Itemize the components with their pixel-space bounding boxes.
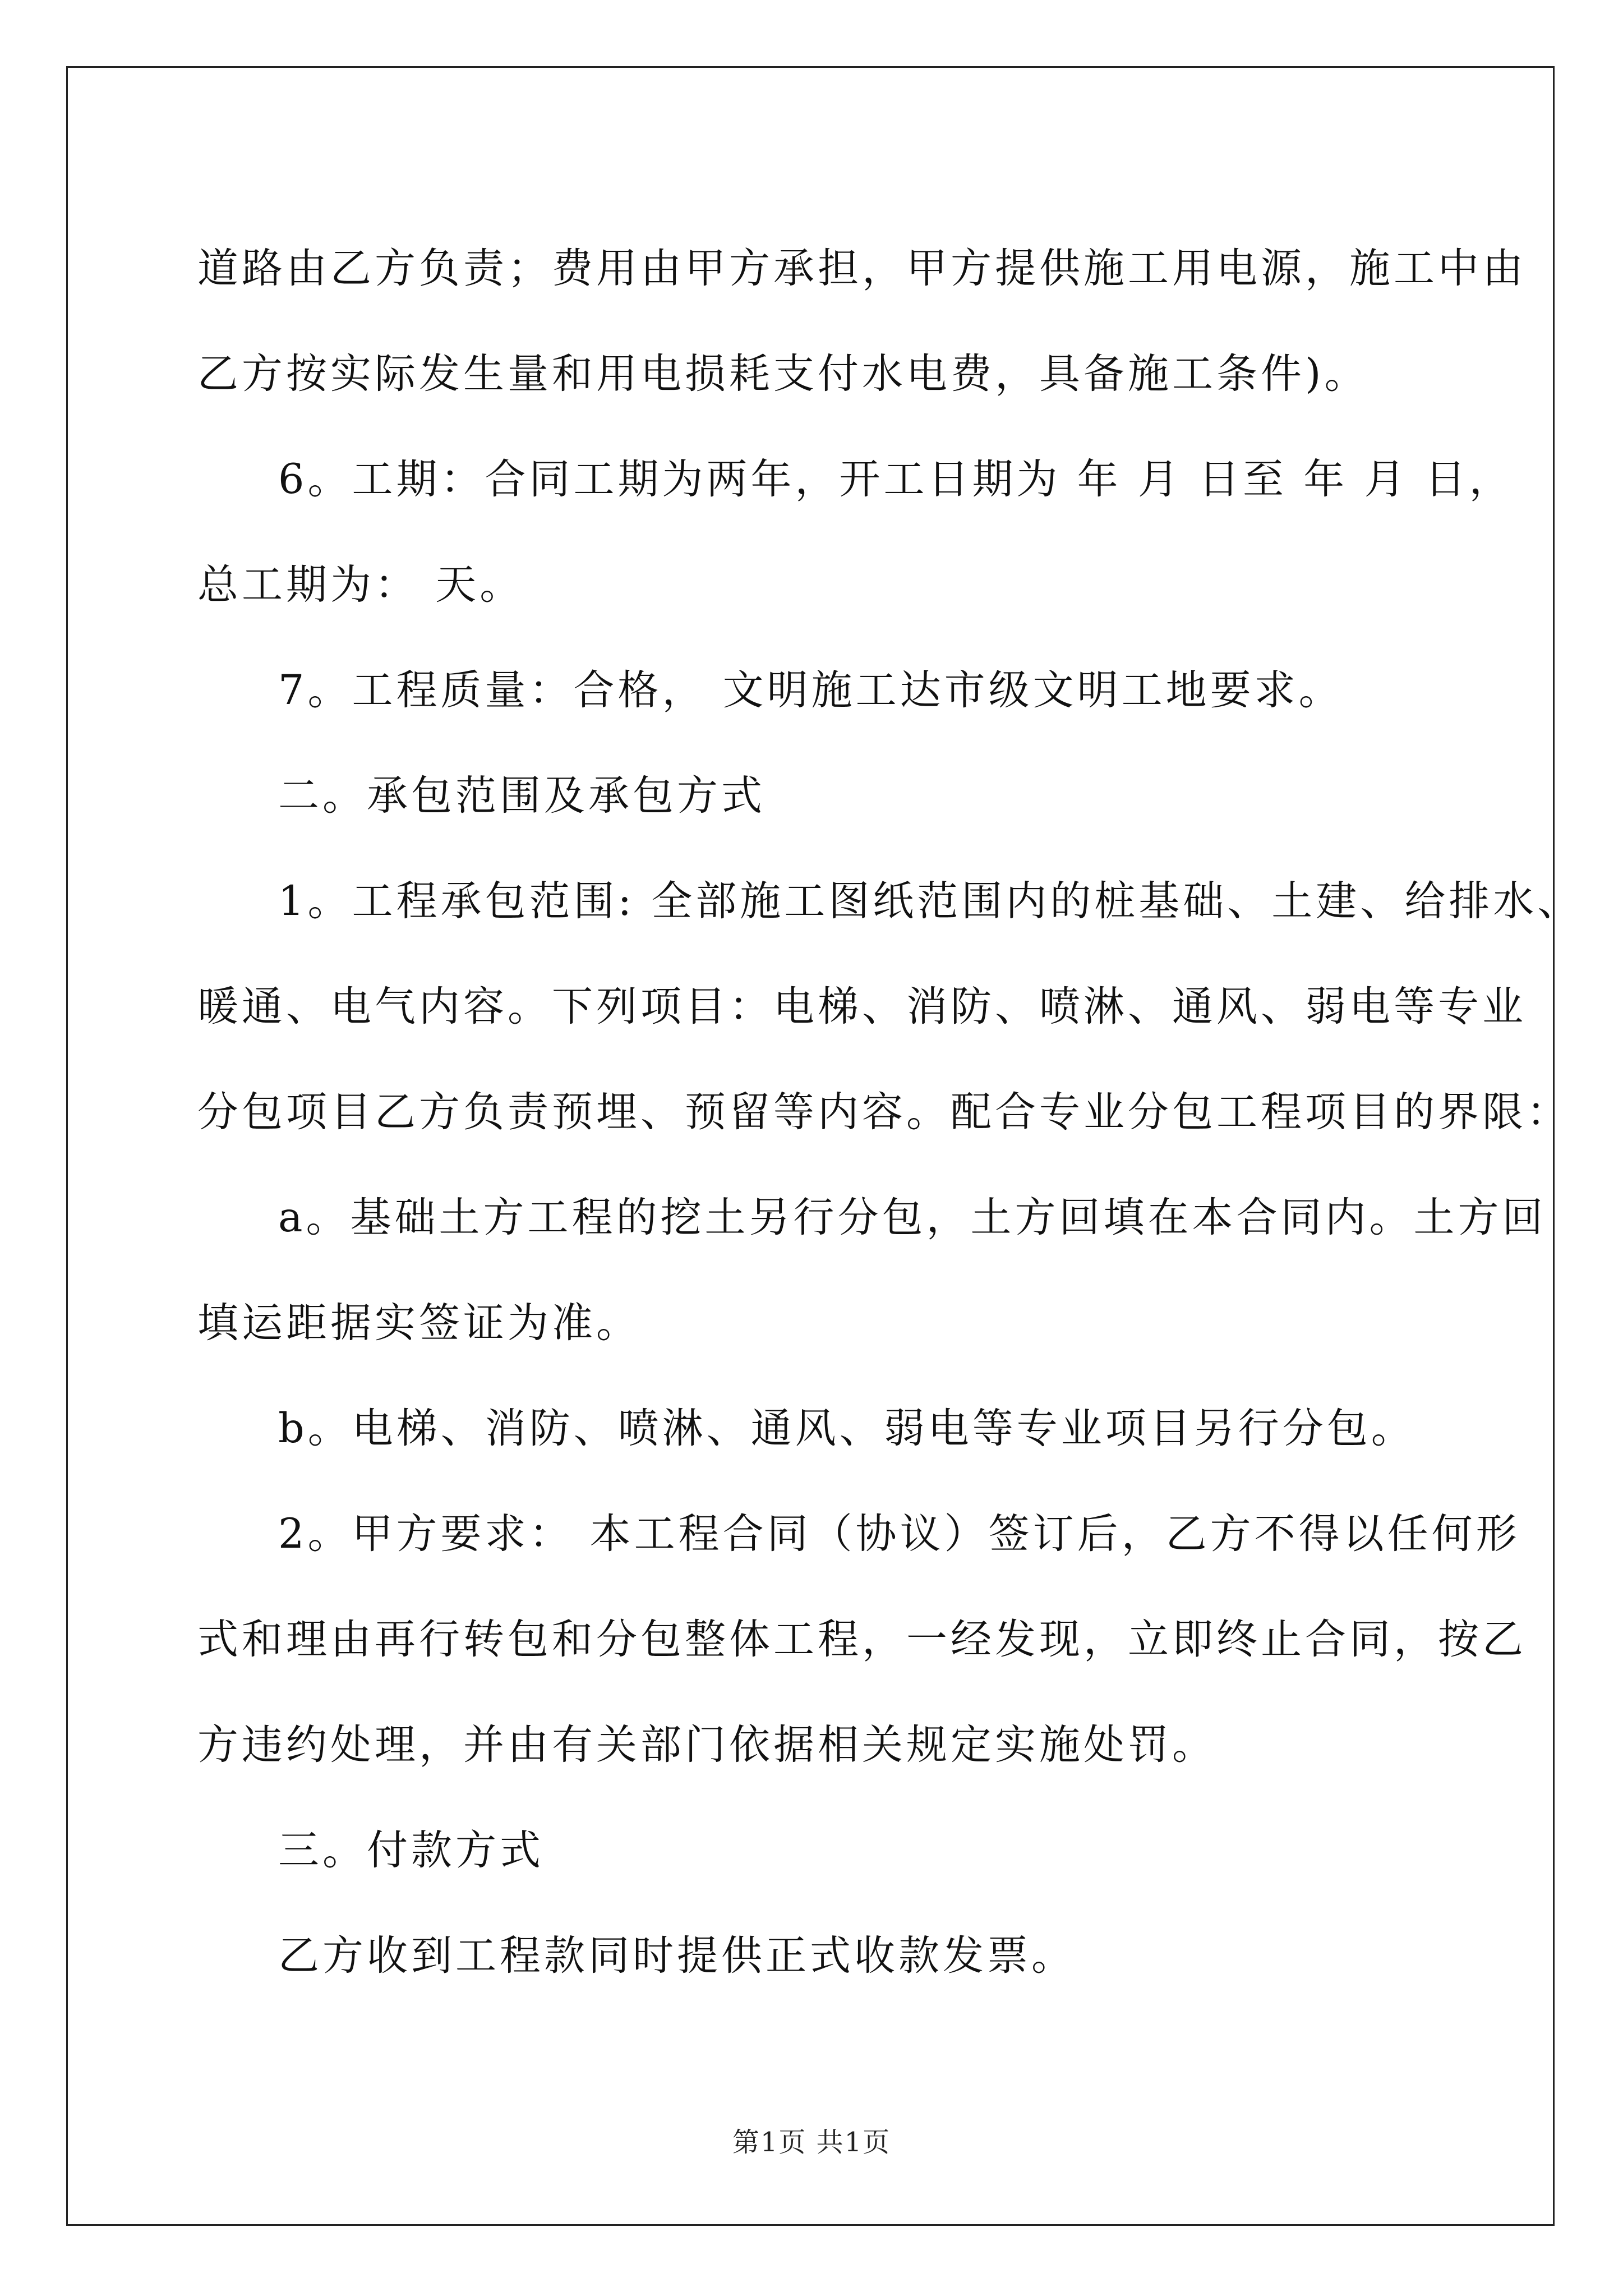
- document-body: [197, 216, 1582, 2009]
- text-line: 暖通、电气内容。下列项目：电梯、消防、喷淋、通风、弱电等专业: [197, 983, 1527, 1030]
- text-line: 7。工程质量：合格， 文明施工达市级文明工地要求。: [278, 666, 1343, 714]
- page-number-footer: 第1页 共1页: [732, 2127, 891, 2158]
- text-line: 道路由乙方负责；费用由甲方承担，甲方提供施工用电源，施工中由: [197, 245, 1527, 292]
- text-line: a。基础土方工程的挖土另行分包，土方回填在本合同内。土方回: [278, 1194, 1547, 1241]
- text-line: 6。工期：合同工期为两年，开工日期为 年 月 日至 年 月 日，: [278, 455, 1514, 503]
- section-heading: 三。付款方式: [278, 1826, 544, 1874]
- text-line: 乙方按实际发生量和用电损耗支付水电费，具备施工条件)。: [197, 350, 1369, 398]
- text-line: 方违约处理，并由有关部门依据相关规定实施处罚。: [197, 1721, 1216, 1769]
- text-line: b。电梯、消防、喷淋、通风、弱电等专业项目另行分包。: [278, 1405, 1415, 1452]
- text-line: 1。工程承包范围: 全部施工图纸范围内的桩基础、土建、给排水、: [278, 877, 1582, 925]
- text-line: 乙方收到工程款同时提供正式收款发票。: [278, 1932, 1076, 1980]
- text-line: 式和理由再行转包和分包整体工程，一经发现，立即终止合同，按乙: [197, 1616, 1527, 1663]
- text-line: 分包项目乙方负责预埋、预留等内容。配合专业分包工程项目的界限：: [197, 1088, 1571, 1136]
- section-heading: 二。承包范围及承包方式: [278, 772, 766, 820]
- text-line: 填运距据实签证为准。: [197, 1299, 640, 1347]
- text-line: 总工期为： 天。: [197, 561, 524, 609]
- text-line: 2。甲方要求： 本工程合同（协议）签订后，乙方不得以任何形: [278, 1510, 1520, 1558]
